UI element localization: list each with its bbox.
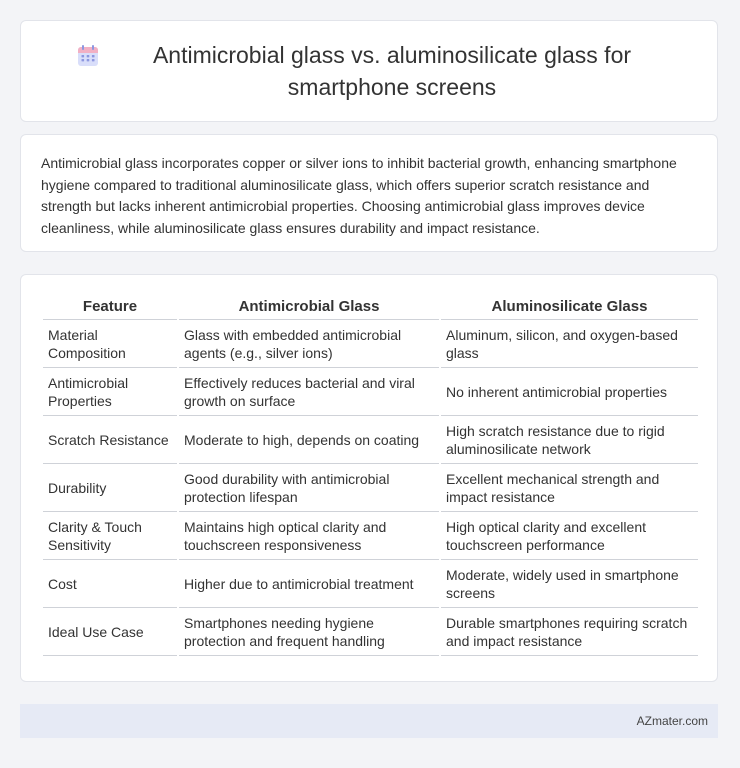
antimicrobial-cell: Maintains high optical clarity and touchscreen responsiveness (178, 512, 440, 560)
antimicrobial-cell: Smartphones needing hygiene protection and frequent handling (178, 608, 440, 656)
feature-cell: Cost (43, 560, 178, 608)
table-row (43, 560, 698, 608)
table-row (43, 512, 698, 560)
aluminosilicate-cell: Aluminum, silicon, and oxygen-based glass (440, 320, 698, 368)
title-wrap (76, 39, 662, 103)
feature-cell: Clarity & Touch Sensitivity (43, 512, 178, 560)
header-feature: Feature (43, 293, 178, 320)
intro-paragraph: Antimicrobial glass incorporates copper or silver ions to inhibit bacterial growth, enhancing smartphone hygiene compared to traditional aluminosilicate glass, which offers superior scratch resistance and strength but lacks inherent antimicrobial properties. Choosing antimicrobial glass improves device cleanliness, while aluminosilicate glass ensures durability and impact resistance. (41, 155, 677, 236)
aluminosilicate-cell: High optical clarity and excellent touchscreen performance (440, 512, 698, 560)
header-aluminosilicate-glass: Aluminosilicate Glass (440, 293, 698, 320)
table-header-row (43, 293, 698, 320)
table-row (43, 608, 698, 656)
footer-brand-link[interactable]: AZmater.com (636, 714, 708, 728)
header-antimicrobial-glass: Antimicrobial Glass (178, 293, 440, 320)
title-card (20, 20, 718, 122)
feature-cell: Ideal Use Case (43, 608, 178, 656)
table-row (43, 320, 698, 368)
comparison-table-card (20, 274, 718, 682)
table-row (43, 416, 698, 464)
antimicrobial-cell: Good durability with antimicrobial protection lifespan (178, 464, 440, 512)
table-row (43, 464, 698, 512)
antimicrobial-cell: Glass with embedded antimicrobial agents (e.g., silver ions) (178, 320, 440, 368)
page-title: Antimicrobial glass vs. aluminosilicate glass for smartphone screens (152, 42, 632, 100)
aluminosilicate-cell: Durable smartphones requiring scratch and impact resistance (440, 608, 698, 656)
calendar-icon (76, 44, 100, 68)
aluminosilicate-cell: No inherent antimicrobial properties (440, 368, 698, 416)
aluminosilicate-cell: Excellent mechanical strength and impact resistance (440, 464, 698, 512)
feature-cell: Durability (43, 464, 178, 512)
aluminosilicate-cell: High scratch resistance due to rigid aluminosilicate network (440, 416, 698, 464)
comparison-table (43, 293, 698, 656)
footer-bar (20, 704, 718, 738)
feature-cell: Scratch Resistance (43, 416, 178, 464)
intro-card (20, 134, 718, 252)
antimicrobial-cell: Moderate to high, depends on coating (178, 416, 440, 464)
feature-cell: Antimicrobial Properties (43, 368, 178, 416)
feature-cell: Material Composition (43, 320, 178, 368)
antimicrobial-cell: Higher due to antimicrobial treatment (178, 560, 440, 608)
antimicrobial-cell: Effectively reduces bacterial and viral growth on surface (178, 368, 440, 416)
aluminosilicate-cell: Moderate, widely used in smartphone screens (440, 560, 698, 608)
table-row (43, 368, 698, 416)
